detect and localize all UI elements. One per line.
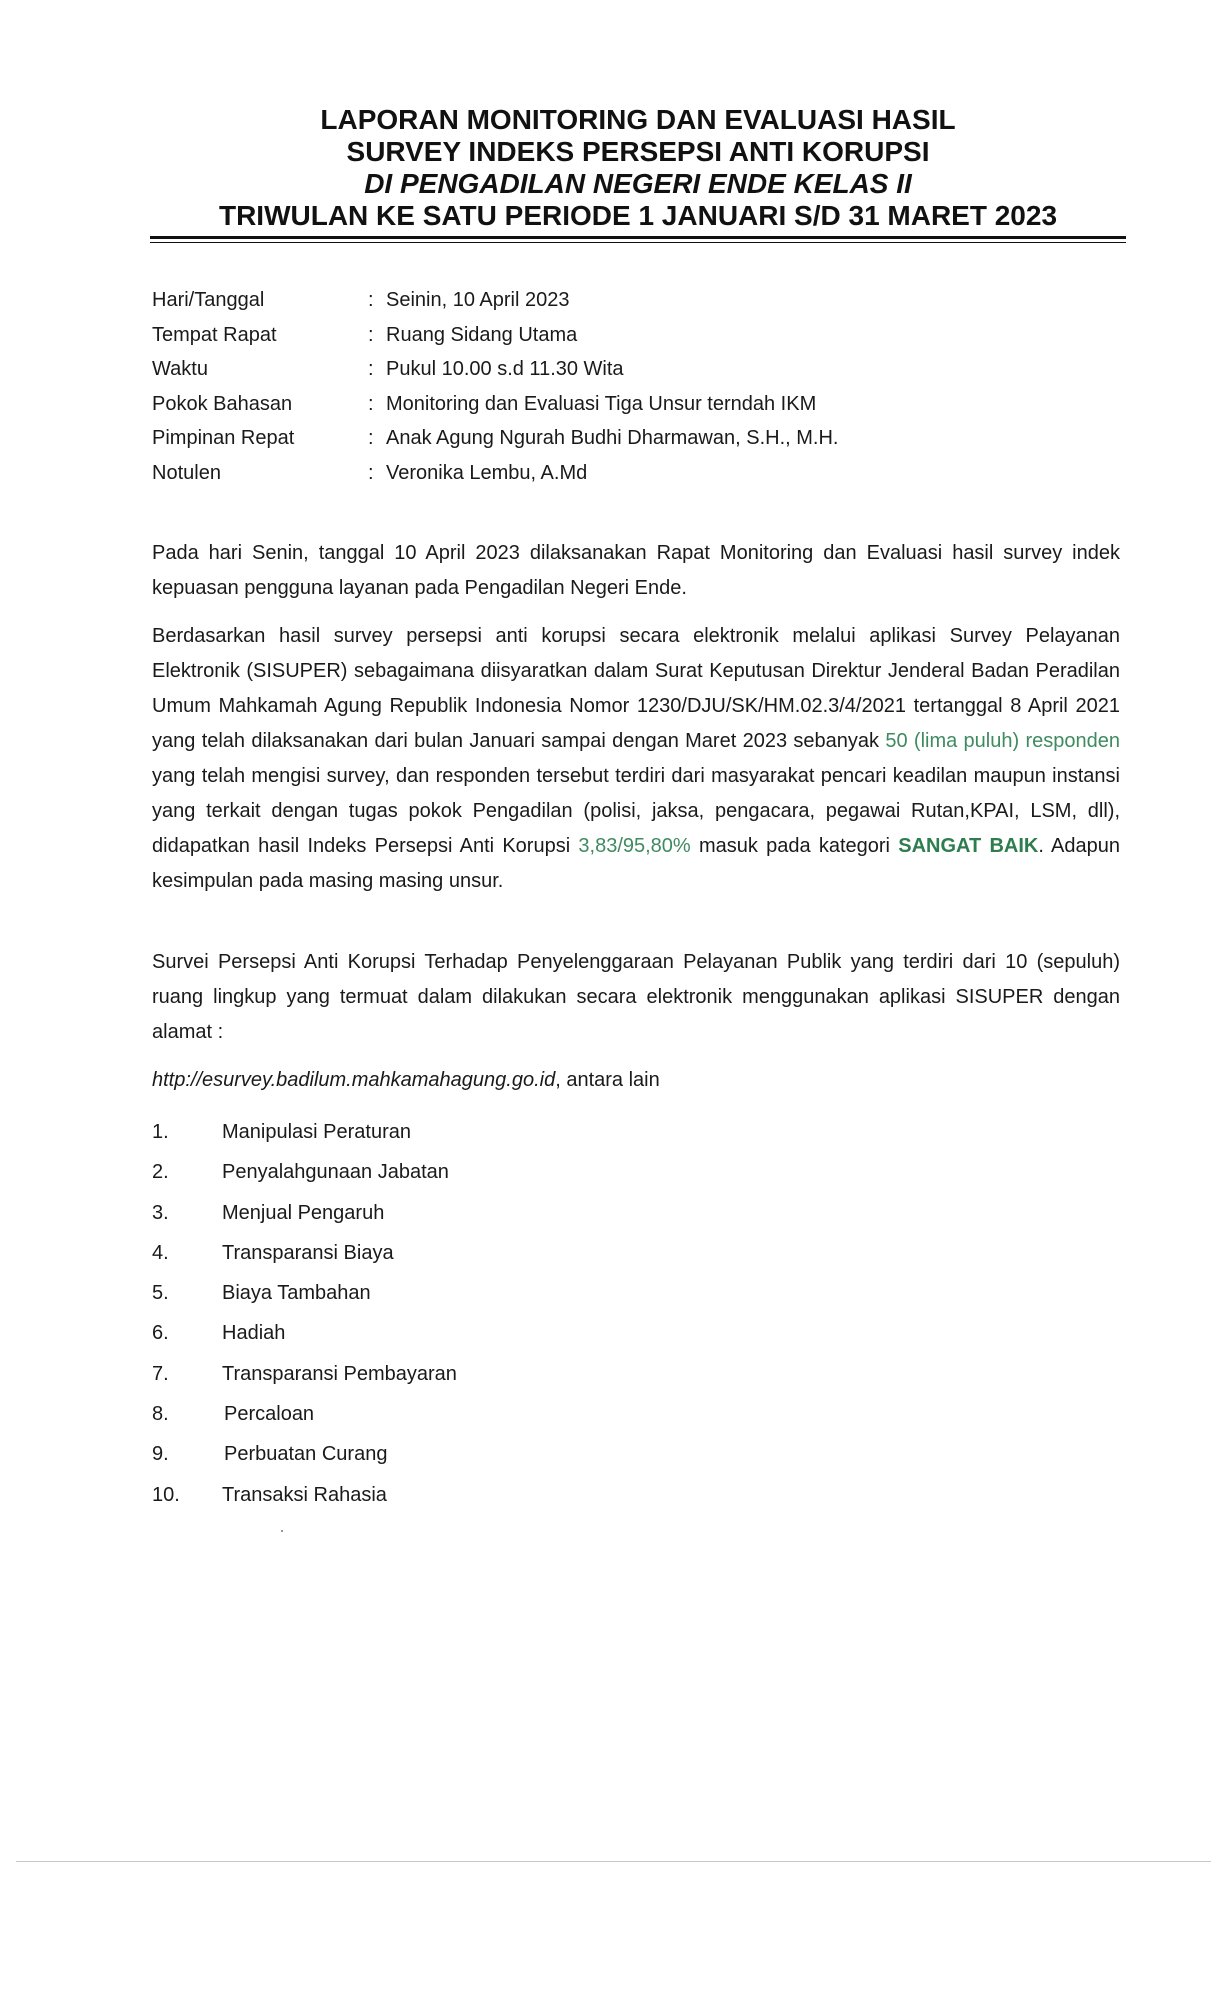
survey-results-paragraph <box>152 619 1120 899</box>
list-item <box>152 1152 752 1192</box>
list-number: 5. <box>152 1282 169 1305</box>
list-text: Transparansi Pembayaran <box>222 1362 457 1385</box>
meta-label: Pimpinan Repat <box>152 427 295 450</box>
title-divider-thick <box>150 236 1126 239</box>
category-label: SANGAT BAIK <box>898 835 1039 857</box>
meta-colon: : <box>368 392 374 415</box>
meta-colon: : <box>368 289 374 311</box>
list-number: 1. <box>152 1121 169 1143</box>
url-paragraph <box>152 1063 1120 1098</box>
title-line-2: SURVEY INDEKS PERSEPSI ANTI KORUPSI <box>346 136 930 167</box>
meta-row-place <box>152 318 1112 353</box>
meta-value: Pukul 10.00 s.d 11.30 Wita <box>386 358 624 381</box>
list-number: 6. <box>152 1322 169 1345</box>
list-number: 7. <box>152 1362 169 1385</box>
list-text: Transaksi Rahasia <box>222 1483 387 1506</box>
list-text: Percaloan <box>224 1403 315 1426</box>
list-item <box>152 1233 752 1273</box>
list-text: Hadiah <box>222 1322 286 1345</box>
title-line-4: TRIWULAN KE SATU PERIODE 1 JANUARI S/D 31 MARET 2023 <box>218 200 1058 231</box>
scan-speck <box>281 1530 283 1532</box>
list-text: Biaya Tambahan <box>222 1282 371 1305</box>
list-number: 9. <box>152 1443 169 1466</box>
results-text-part-3: masuk pada kategori <box>690 835 899 857</box>
intro-paragraph: Pada hari Senin, tanggal 10 April 2023 dilaksanakan Rapat Monitoring dan Evaluasi hasil survey indek kepuasan pengguna layanan pada Pengadilan Negeri Ende. <box>152 542 1120 599</box>
meta-colon: : <box>368 427 374 450</box>
list-item <box>152 1394 752 1434</box>
title-line-1: LAPORAN MONITORING DAN EVALUASI HASIL <box>320 104 956 135</box>
list-item <box>152 1313 752 1353</box>
list-text: Penyalahgunaan Jabatan <box>222 1161 449 1184</box>
list-item <box>152 1193 752 1233</box>
title-divider-thin <box>150 242 1126 243</box>
scope-list <box>152 1112 752 1515</box>
page-bottom-rule <box>16 1861 1211 1862</box>
meeting-details <box>152 283 1112 491</box>
meta-colon: : <box>368 323 374 346</box>
results-text-part-2: yang telah mengisi survey, dan responden tersebut terdiri dari masyarakat pencari keadilan maupun instansi yang terkait dengan tugas pokok Pengadilan (polisi, jaksa, pengacara, pegawai Rutan,KPAI, LSM, dll), didapatkan hasil Indeks Persepsi Anti Korupsi <box>152 765 1120 857</box>
list-text: Manipulasi Peraturan <box>222 1121 411 1143</box>
document-title <box>150 104 1126 232</box>
meta-colon: : <box>368 358 374 381</box>
list-number: 8. <box>152 1403 169 1426</box>
meta-row-date <box>152 283 1112 318</box>
list-text: Perbuatan Curang <box>224 1443 388 1466</box>
index-score: 3,83/95,80% <box>578 835 691 857</box>
results-text-part-1: Berdasarkan hasil survey persepsi anti korupsi secara elektronik melalui aplikasi Survey Pelayanan Elektronik (SISUPER) sebagaimana diisyaratkan dalam Surat Keputusan Direktur Jenderal Badan Peradilan Umum Mahkamah Agung Republik Indonesia Nomor 1230/DJU/SK/HM.02.3/4/2021 tertanggal 8 April 2021 yang telah dilaksanakan dari bulan Januari sampai dengan Maret 2023 sebanyak <box>152 625 1120 752</box>
meta-label: Hari/Tanggal <box>152 289 265 311</box>
meta-label: Notulen <box>152 461 221 484</box>
meta-label: Waktu <box>152 358 208 381</box>
list-item <box>152 1112 752 1152</box>
meta-label: Tempat Rapat <box>152 323 277 346</box>
meta-value: Anak Agung Ngurah Budhi Dharmawan, S.H., M.H. <box>386 427 839 450</box>
list-number: 3. <box>152 1201 169 1224</box>
meta-row-chair <box>152 421 1112 456</box>
url-suffix: , antara lain <box>555 1069 660 1091</box>
list-item <box>152 1273 752 1313</box>
scope-paragraph: Survei Persepsi Anti Korupsi Terhadap Penyelenggaraan Pelayanan Publik yang terdiri dari 10 (sepuluh) ruang lingkup yang termuat dalam dilakukan secara elektronik menggunakan aplikasi SISUPER dengan alamat : <box>152 951 1120 1043</box>
meta-label: Pokok Bahasan <box>152 392 293 415</box>
meta-row-topic <box>152 387 1112 422</box>
list-number: 10. <box>152 1483 180 1506</box>
list-number: 4. <box>152 1241 169 1264</box>
list-text: Menjual Pengaruh <box>222 1201 385 1224</box>
results-text-part-4: . Adapun kesimpulan pada masing masing unsur. <box>152 835 1121 892</box>
survey-url: http://esurvey.badilum.mahkamahagung.go.id <box>152 1069 556 1091</box>
meta-row-minutes-taker <box>152 456 1112 491</box>
list-text: Transparansi Biaya <box>222 1241 394 1264</box>
meta-value: Veronika Lembu, A.Md <box>386 461 588 484</box>
meta-value: Monitoring dan Evaluasi Tiga Unsur terndah IKM <box>386 392 817 415</box>
meta-colon: : <box>368 461 374 484</box>
meta-row-time <box>152 352 1112 387</box>
list-item <box>152 1354 752 1394</box>
meta-value: Ruang Sidang Utama <box>386 323 578 346</box>
list-item <box>152 1434 752 1474</box>
meta-value: Seinin, 10 April 2023 <box>386 289 570 311</box>
title-line-3: DI PENGADILAN NEGERI ENDE KELAS II <box>364 168 912 199</box>
respondent-count: 50 (lima puluh) responden <box>885 730 1120 752</box>
list-number: 2. <box>152 1161 169 1184</box>
list-item <box>152 1475 752 1515</box>
